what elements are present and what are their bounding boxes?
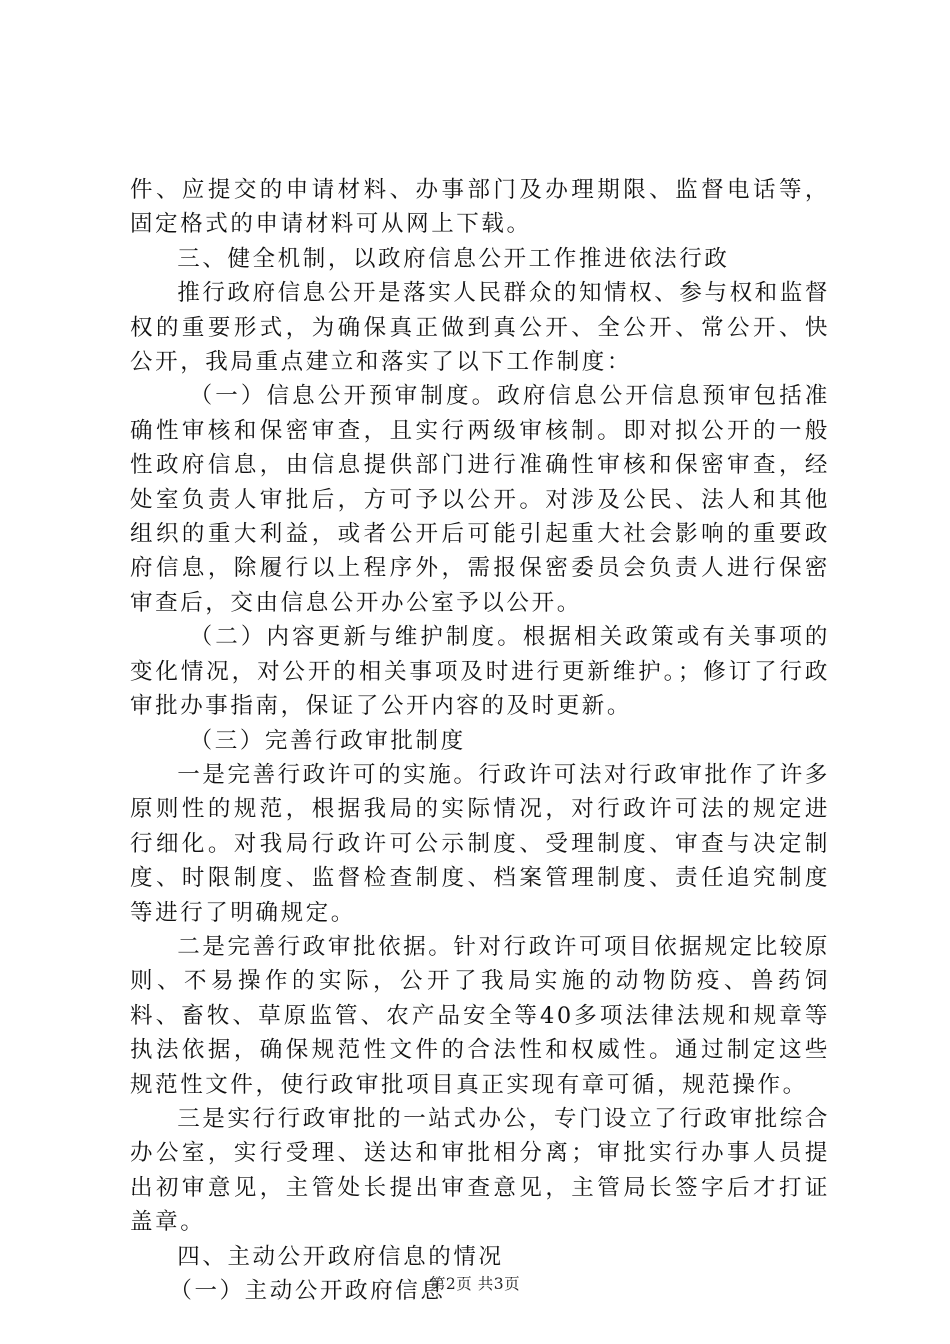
section-heading-3: 三、健全机制，以政府信息公开工作推进依法行政 — [177, 245, 730, 272]
paragraph-continuation: 件、应提交的申请材料、办事部门及办理期限、监督电话等，固定格式的申请材料可从网上下载。 — [130, 177, 830, 238]
paragraph-point-3: 三是实行行政审批的一站式办公，专门设立了行政审批综合办公室，实行受理、送达和审批相分离；审批实行办事人员提出初审意见，主管处长提出审查意见，主管局长签字后才打证盖章。 — [130, 1105, 830, 1236]
paragraph-subheading: （一）主动公开政府信息 — [169, 1278, 446, 1304]
section-heading-4: 四、主动公开政府信息的情况 — [177, 1243, 504, 1270]
paragraph-item-2: （二）内容更新与维护制度。根据相关政策或有关事项的变化情况，对公开的相关事项及时进行更新维护。；修订了行政审批办事指南，保证了公开内容的及时更新。 — [130, 624, 830, 720]
paragraph-item-1: （一）信息公开预审制度。政府信息公开信息预审包括准确性审核和保密审查，且实行两级审核制。即对拟公开的一般性政府信息，由信息提供部门进行准确性审核和保密审查，经处室负责人审批后，方可予以公开。对涉及公民、法人和其他组织的重大利益，或者公开后可能引起重大社会影响的重要政府信息，除履行以上程序外，需报保密委员会负责人进行保密审查后，交由信息公开办公室予以公开。 — [130, 383, 830, 616]
document-body — [130, 173, 830, 1308]
paragraph-point-2: 二是完善行政审批依据。针对行政许可项目依据规定比较原则、不易操作的实际，公开了我局实施的动物防疫、兽药饲料、畜牧、草原监管、农产品安全等40多项法律法规和规章等执法依据，确保规范性文件的合法性和权威性。通过制定这些规范性文件，使行政审批项目真正实现有章可循，规范操作。 — [130, 933, 830, 1098]
page-footer: 第2页 共3页 — [429, 1275, 521, 1293]
paragraph-intro: 推行政府信息公开是落实人民群众的知情权、参与权和监督权的重要形式，为确保真正做到真公开、全公开、常公开、快公开，我局重点建立和落实了以下工作制度： — [130, 280, 830, 376]
paragraph-item-3-heading: （三）完善行政审批制度 — [189, 727, 466, 754]
paragraph-point-1: 一是完善行政许可的实施。行政许可法对行政审批作了许多原则性的规范，根据我局的实际情况，对行政许可法的规定进行细化。对我局行政许可公示制度、受理制度、审查与决定制度、时限制度、监督检查制度、档案管理制度、责任追究制度等进行了明确规定。 — [130, 761, 830, 926]
